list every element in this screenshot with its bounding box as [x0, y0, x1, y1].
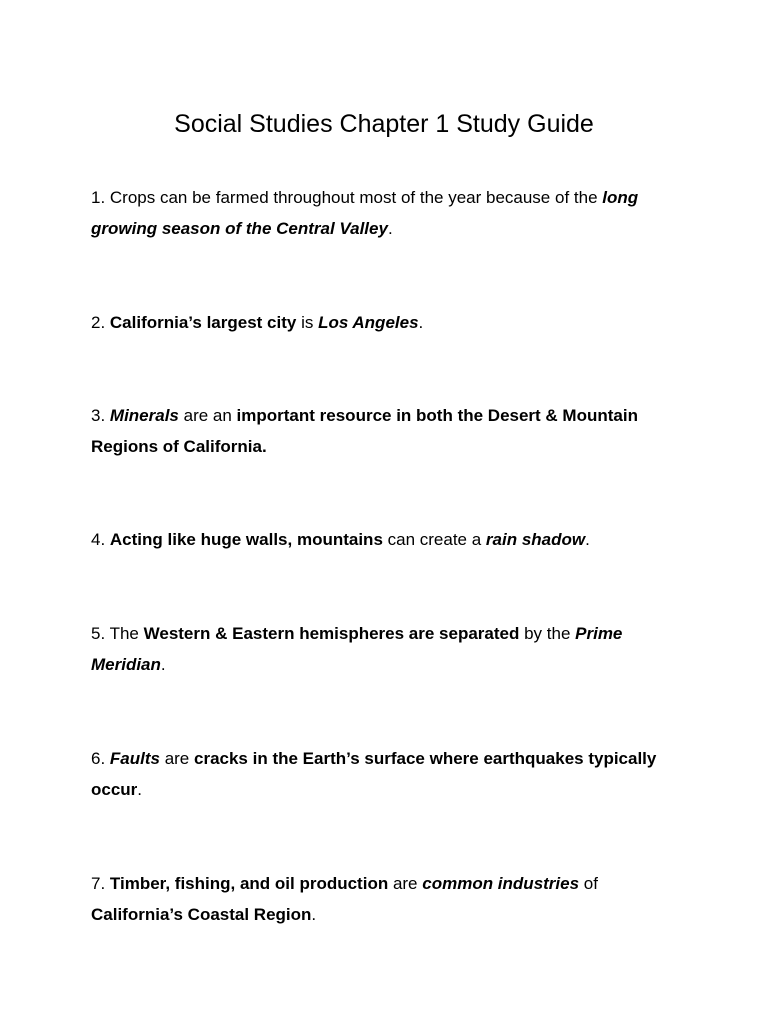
- item-answer: rain shadow: [485, 530, 586, 549]
- item-text: .: [160, 655, 166, 674]
- item-keyword: important resource in both the Desert & Mountain Regions of California.: [91, 406, 638, 456]
- item-text: 5. The: [91, 624, 144, 643]
- item-answer: common industries: [422, 874, 580, 893]
- item-answer: Los Angeles: [318, 313, 419, 332]
- item-keyword: Timber, fishing, and oil production: [109, 874, 389, 893]
- study-item-5: [91, 618, 686, 680]
- document-title: Social Studies Chapter 1 Study Guide: [174, 110, 594, 138]
- study-item-1: [91, 182, 686, 244]
- item-text: .: [585, 530, 590, 549]
- item-text: .: [418, 313, 424, 332]
- item-text: .: [387, 219, 393, 238]
- item-keyword: cracks in the Earth’s surface where earthquakes typically occur: [91, 749, 657, 799]
- item-text: are: [388, 874, 423, 893]
- item-text: 2.: [91, 313, 110, 332]
- item-answer: Faults: [109, 749, 160, 768]
- item-text: are: [159, 749, 194, 768]
- item-keyword: Acting like huge walls, mountains: [109, 530, 383, 549]
- item-text: .: [137, 780, 143, 799]
- item-text: can create a: [382, 530, 486, 549]
- item-text: 1. Crops can be farmed throughout most of the year because of the: [91, 188, 603, 207]
- item-text: 6.: [91, 749, 110, 768]
- item-keyword: California’s largest city: [109, 313, 297, 332]
- study-item-6: [91, 743, 686, 805]
- item-keyword: California’s Coastal Region: [91, 905, 312, 924]
- study-item-4: [91, 524, 686, 555]
- study-item-7: [91, 868, 686, 930]
- study-item-2: [91, 307, 686, 338]
- item-answer: Minerals: [109, 406, 179, 425]
- item-text: of: [579, 874, 598, 893]
- item-text: 4.: [91, 530, 110, 549]
- item-text: 3.: [91, 406, 110, 425]
- item-answer: long growing season of the Central Valley: [91, 188, 639, 238]
- item-text: 7.: [91, 874, 110, 893]
- item-text: is: [296, 313, 319, 332]
- study-item-3: [91, 400, 686, 462]
- item-text: are an: [178, 406, 237, 425]
- item-text: .: [311, 905, 317, 924]
- item-text: by the: [519, 624, 576, 643]
- item-answer: Prime Meridian: [91, 624, 623, 674]
- item-keyword: Western & Eastern hemispheres are separated: [143, 624, 520, 643]
